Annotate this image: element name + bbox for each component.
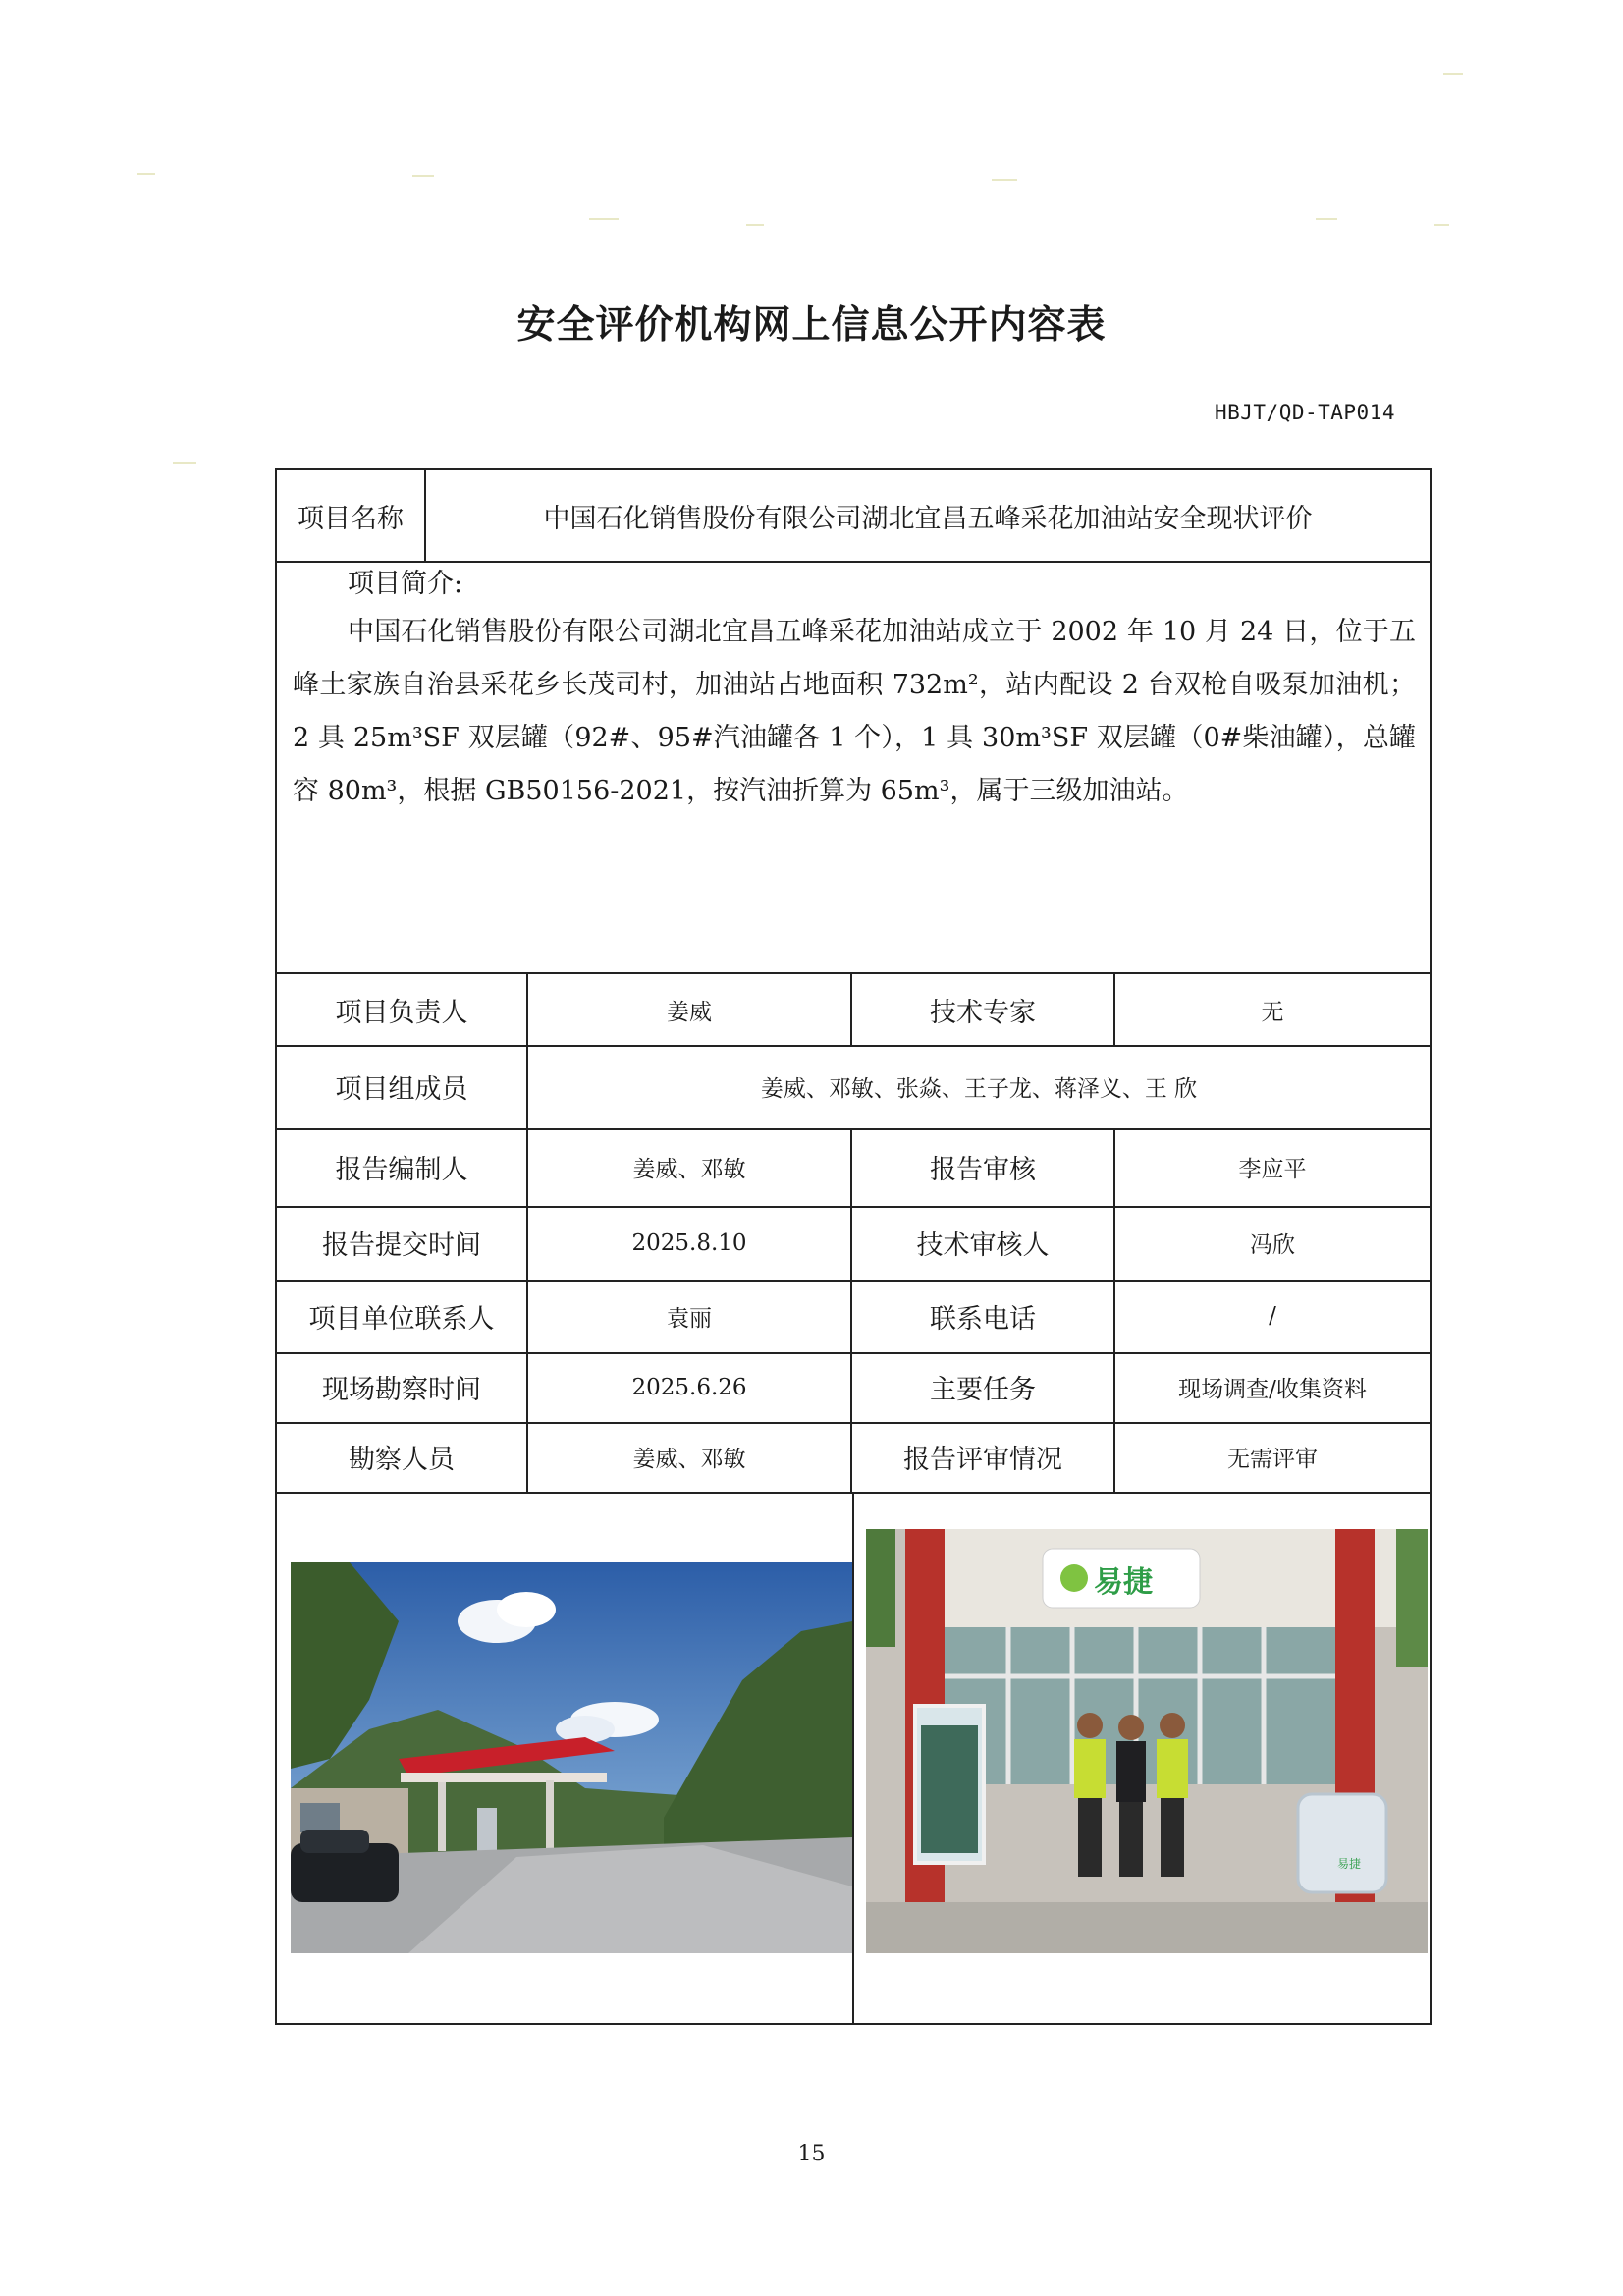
row-0-label-2: 技术专家	[930, 997, 1036, 1028]
row-2-label: 报告编制人	[335, 1155, 468, 1185]
row-1-label: 项目组成员	[335, 1074, 468, 1105]
gas-station-exterior-photo	[291, 1562, 852, 1953]
convenience-store-photo	[866, 1529, 1428, 1953]
row-4-value: 袁丽	[667, 1305, 712, 1332]
project-name-label: 项目名称	[298, 503, 404, 534]
row-6-value: 姜威、邓敏	[632, 1447, 746, 1472]
row-0-value-2: 无	[1261, 999, 1284, 1025]
row-2-value: 姜威、邓敏	[632, 1157, 746, 1182]
row-0-value: 姜威	[667, 999, 712, 1025]
row-5-label-2: 主要任务	[930, 1375, 1036, 1405]
row-3-label: 报告提交时间	[322, 1230, 481, 1261]
row-5-value: 2025.6.26	[631, 1374, 747, 1400]
info-table	[275, 468, 1432, 2025]
row-6-label-2: 报告评审情况	[903, 1445, 1062, 1475]
document-number: HBJT/QD-TAP014	[1214, 401, 1395, 424]
store-sign: 易捷	[1094, 1565, 1153, 1600]
row-3-value: 2025.8.10	[631, 1230, 747, 1256]
row-4-label: 项目单位联系人	[308, 1303, 495, 1335]
freezer-sign: 易捷	[1336, 1857, 1362, 1871]
row-6-label: 勘察人员	[349, 1445, 455, 1475]
row-0-label: 项目负责人	[335, 997, 468, 1028]
row-4-value-2: /	[1269, 1303, 1276, 1329]
intro-heading: 项目简介:	[348, 569, 463, 599]
row-5-label: 现场勘察时间	[322, 1375, 481, 1405]
row-5-value-2: 现场调查/收集资料	[1178, 1377, 1367, 1402]
page-number: 15	[797, 2142, 826, 2166]
row-3-value-2: 冯欣	[1250, 1232, 1295, 1258]
row-6-value-2: 无需评审	[1227, 1447, 1318, 1472]
project-intro	[277, 563, 1430, 972]
document-title: 安全评价机构网上信息公开内容表	[516, 303, 1107, 348]
project-name-value: 中国石化销售股份有限公司湖北宜昌五峰采花加油站安全现状评价	[543, 503, 1313, 534]
row-1-value: 姜威、邓敏、张焱、王子龙、蒋泽义、王 欣	[760, 1076, 1198, 1102]
row-4-label-2: 联系电话	[930, 1303, 1036, 1335]
row-3-label-2: 技术审核人	[916, 1230, 1050, 1261]
intro-text: 中国石化销售股份有限公司湖北宜昌五峰采花加油站成立于 2002 年 10 月 24 日，位于五峰土家族自治县采花乡长茂司村，加油站占地面积 732m²，站内配设 2 台双枪自吸泵加油机；2 具 25m³SF 双层罐（92#、95#汽油罐各 1 个），1 具 30m³SF 双层罐（0#柴油罐），总罐容 80m³，根据 GB50156-2021，按汽油折算为 65m³，属于三级加油站。	[293, 617, 1416, 806]
row-2-label-2: 报告审核	[930, 1155, 1036, 1185]
row-2-value-2: 李应平	[1238, 1157, 1307, 1182]
